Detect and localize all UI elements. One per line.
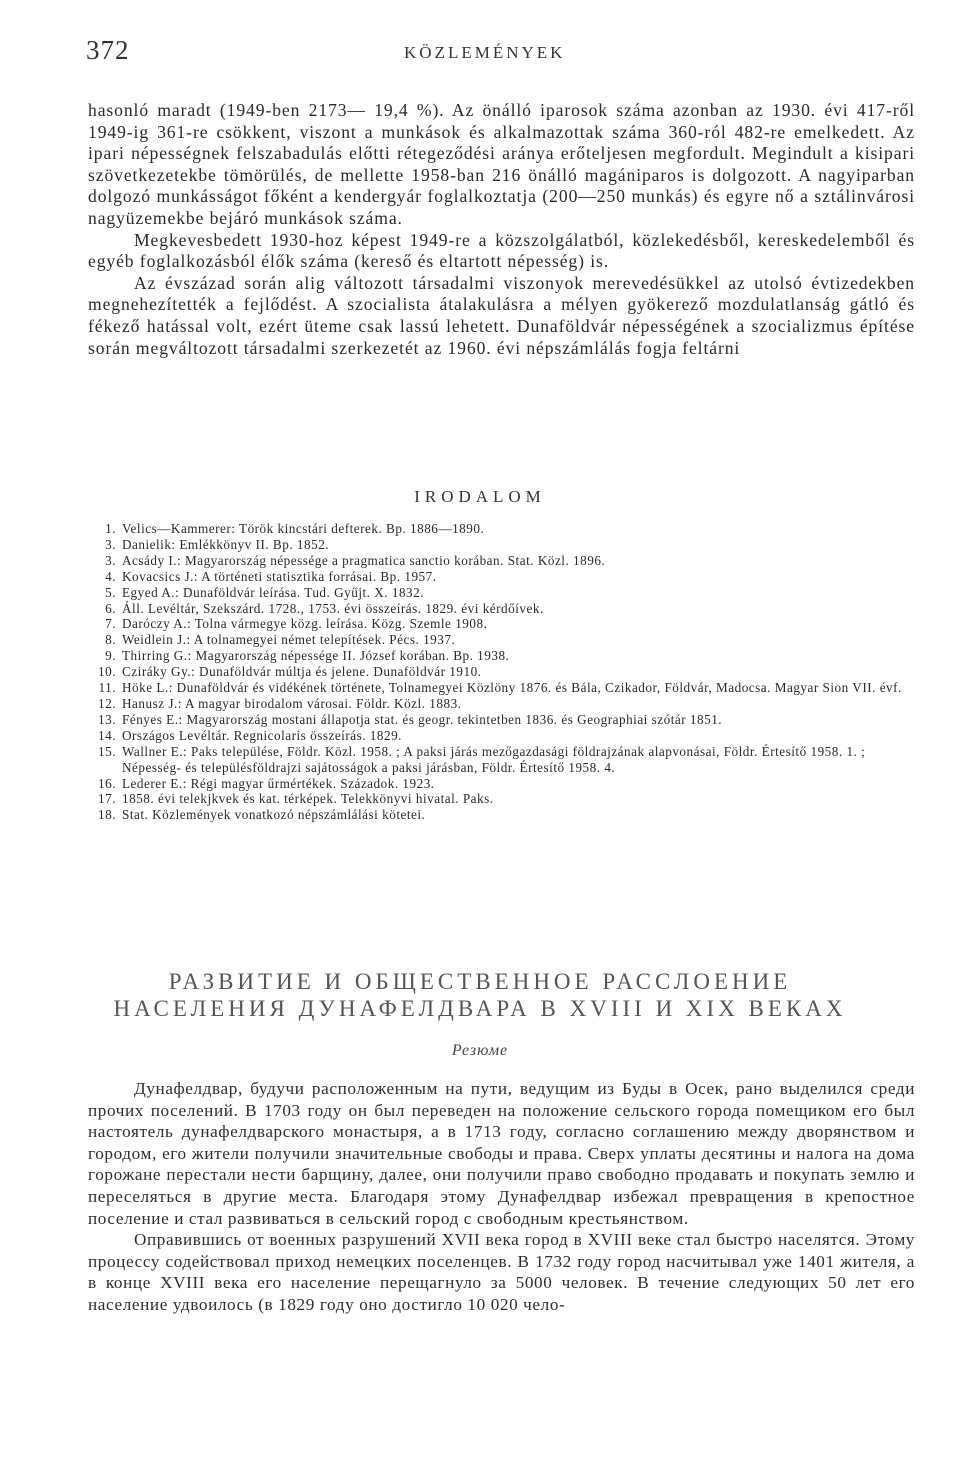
page-number: 372 — [86, 35, 130, 65]
reference-text: 1858. évi telekjkvek és kat. térképek. Telekkönyvi hivatal. Paks. — [122, 791, 494, 807]
reference-number: 18. — [98, 807, 116, 823]
reference-number: 14. — [98, 727, 116, 743]
reference-item — [88, 601, 915, 617]
reference-text: Daróczy A.: Tolna vármegye közg. leírása. Közg. Szemle 1908. — [122, 616, 488, 632]
russian-summary-text — [88, 1078, 915, 1316]
reference-number: 7. — [105, 616, 116, 632]
paragraph: Дунафелдвар, будучи расположенным на пути, ведущим из Буды в Осек, рано выделился среди прочих поселений. В 1703 году он был переведен на положение сельского города помещиком его был настоятель дунафелдварского монастыря, а в 1713 году, согласно соглашению между дворянством и городом, его жители получили значительные свободы и права. Сверх уплаты десятины и налога на дома горожане перестали нести барщину, далее, они получили право свободно продавать и покупать землю и переселяться в другие места. Благодаря этому Дунафелдвар избежал превращения в крепостное поселение и стал развиваться в сельский город с свободным крестьянством. — [88, 1079, 915, 1228]
reference-text: Stat. Közlemények vonatkozó népszámlálási kötetei. — [122, 807, 426, 823]
reference-number: 10. — [98, 664, 116, 680]
reference-item — [88, 728, 915, 744]
paragraph: Az évszázad során alig változott társadalmi viszonyok merevedésükkel az utolsó évtizedekben megnehezítették a fejlődést. A szocialista átalakulásra a mélyen gyökerező mozdulatlanság gátló és fékező hatással volt, ezért üteme csak lassú lehetett. Dunaföldvár népességének a szocializmus építése során megváltozott társadalmi szerkezetét az 1960. évi népszámlálás fogja feltárni — [88, 272, 915, 358]
reference-number: 1. — [105, 521, 116, 536]
reference-number: 16. — [98, 775, 116, 791]
reference-number: 8. — [105, 632, 116, 648]
reference-text: Lederer E.: Régi magyar űrmértékek. Századok. 1923. — [122, 775, 435, 791]
reference-number: 12. — [98, 695, 116, 711]
reference-list — [88, 521, 915, 823]
reference-item — [88, 537, 915, 553]
reference-number: 13. — [98, 711, 116, 727]
reference-number: 3. — [105, 552, 116, 568]
reference-text: Velics—Kammerer: Török kincstári defterek. Bp. 1886—1890. — [122, 521, 485, 536]
reference-number: 4. — [105, 568, 116, 584]
reference-text: Fényes E.: Magyarország mostani állapotja stat. és geogr. tekintetben 1836. és Geographiai szótár 1851. — [122, 711, 723, 727]
reference-item — [88, 680, 915, 696]
reference-item — [88, 521, 915, 537]
paragraph: hasonló maradt (1949-ben 2173— 19,4 %). Az önálló iparosok száma azonban az 1930. évi 417-ről 1949-ig 361-re csökkent, viszont a munkások és alkalmazottak száma 360-ról 482-re emelkedett. Az ipari népességnek felszabadulás előtti rétegeződési aránya erőteljesen megfordult. Megindult a kisipari szövetkezetekbe tömörülés, de mellette 1958-ban 216 önálló magániparos is dolgozott. A nagyiparban dolgozó munkásságot főként a kendergyár foglalkoztatja (200—250 munkás) és egyre nő a sztálinvárosi nagyüzemekbe bejáró munkások száma. — [88, 100, 915, 228]
reference-item — [88, 744, 915, 776]
reference-number: 6. — [105, 600, 116, 616]
paragraph: Оправившись от военных разрушений XVII века город в XVIII веке стал быстро населятся. Этому процессу содействовал приход немецких поселенцев. В 1732 году город насчитывал уже 1401 жителя, а в конце XVIII века его население перещагнуло за 5000 человек. В течение следующих 50 лет его население удвоилось (в 1829 году оно достигло 10 020 чело- — [88, 1230, 915, 1314]
reference-text: Kovacsics J.: A történeti statisztika forrásai. Bp. 1957. — [122, 568, 437, 584]
reference-item — [88, 632, 915, 648]
reference-text: Acsády I.: Magyarország népessége a pragmatica sanctio korában. Stat. Közl. 1896. — [122, 552, 606, 568]
reference-item — [88, 616, 915, 632]
russian-summary-subtitle: Резюме — [451, 1042, 509, 1059]
paragraph: Megkevesbedett 1930-hoz képest 1949-re a közszolgálatból, közlekedésből, kereskedelemből és egyéb foglalkozásból élők száma (kereső és eltartott népesség) is. — [88, 229, 915, 272]
reference-item — [88, 585, 915, 601]
body-text — [88, 100, 915, 359]
reference-text: Höke L.: Dunaföldvár és vidékének története, Tolnamegyei Közlöny 1876. és Bála, Czikador, Földvár, Madocsa. Magyar Sion VII. évf. — [122, 680, 902, 696]
reference-text: Danielik: Emlékkönyv II. Bp. 1852. — [122, 536, 330, 552]
russian-title-line-2: НАСЕЛЕНИЯ ДУНАФЕЛДВАРА В XVIII И XIX ВЕКАХ — [113, 996, 847, 1021]
reference-text: Egyed A.: Dunaföldvár leírása. Tud. Gyűjt. X. 1832. — [122, 584, 425, 600]
references-title: IRODALOM — [414, 487, 546, 506]
reference-text: Országos Levéltár. Regnicolaris összeírás. 1829. — [122, 727, 402, 743]
reference-number: 17. — [98, 791, 116, 807]
reference-item — [88, 696, 915, 712]
reference-number: 11. — [98, 680, 116, 696]
reference-text: Hanusz J.: A magyar birodalom városai. Földr. Közl. 1883. — [122, 695, 462, 711]
reference-item — [88, 791, 915, 807]
reference-item — [88, 553, 915, 569]
russian-title-line-1: РАЗВИТИЕ И ОБЩЕСТВЕННОЕ РАССЛОЕНИЕ — [168, 969, 792, 994]
reference-number: 5. — [105, 584, 116, 600]
reference-text: Thirring G.: Magyarország népessége II. József korában. Bp. 1938. — [122, 648, 510, 664]
reference-item — [88, 648, 915, 664]
reference-text: Áll. Levéltár, Szekszárd. 1728., 1753. évi összeírás. 1829. évi kérdőívek. — [122, 600, 544, 616]
reference-item — [88, 807, 915, 823]
reference-number: 15. — [98, 743, 116, 759]
russian-summary-title — [0, 968, 960, 1022]
reference-text: Wallner E.: Paks településе, Földr. Közl. 1958. ; A paksi járás mezőgazdasági földrajzának alapvonásai, Földr. Értesítő 1958. 1. ; Népesség- és településföldrajzi sajátosságok a paksi járásban, Földr. Értesítő 1958. 4. — [122, 743, 866, 775]
reference-item — [88, 569, 915, 585]
reference-text: Cziráky Gy.: Dunaföldvár múltja és jelene. Dunaföldvár 1910. — [122, 664, 482, 680]
reference-item — [88, 712, 915, 728]
reference-number: 9. — [105, 648, 116, 664]
reference-item — [88, 664, 915, 680]
reference-number: 3. — [105, 536, 116, 552]
running-head: KÖZLEMÉNYEK — [404, 43, 566, 62]
reference-item — [88, 776, 915, 792]
reference-text: Weidlein J.: A tolnamegyei német telepítések. Pécs. 1937. — [122, 632, 456, 648]
